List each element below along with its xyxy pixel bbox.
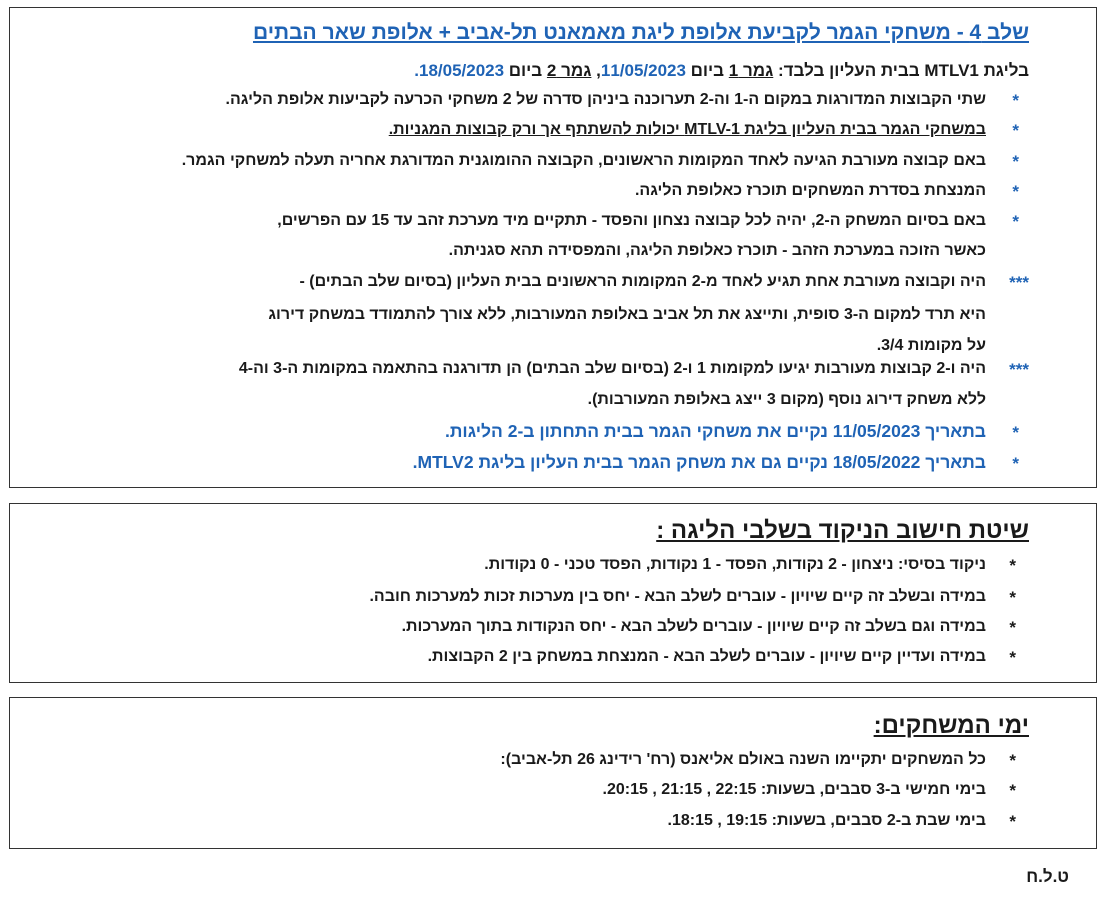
scoring-tiebreak-head-to-head: במידה ועדיין קיים שיויון - עוברים לשלב הבא - המנצחת במשחק בין 2 הקבוצות. (427, 648, 986, 665)
final-schedule-intro (414, 61, 1029, 81)
bullet-star: * (1009, 812, 1016, 831)
section-scoring-method (9, 503, 1097, 683)
scoring-tiebreak-sets: במידה ובשלב זה קיים שיויון - עוברים לשלב הבא - יחס בין מערכות זכות למערכות חובה. (369, 588, 986, 605)
bullet-star: * (1009, 648, 1016, 667)
bullet-star: * (1012, 121, 1019, 140)
scoring-tiebreak-points: במידה וגם בשלב זה קיים שיויון - עוברים לשלב הבא - יחס הנקודות בתוך המערכות. (401, 618, 986, 635)
venue-info: כל המשחקים יתקיימו השנה באולם אליאנס (רח' רידינג 26 תל-אביב): (500, 751, 986, 768)
bullet-star: * (1012, 182, 1019, 201)
rule-series-winner: המנצחת בסדרת המשחקים תוכרז כאלופת הליגה. (634, 182, 986, 199)
final-2-label: גמר 2 (546, 61, 592, 80)
thursday-times: בימי חמישי ב-3 סבבים, בשעות: 22:15 , 21:15 , 20:15. (602, 781, 986, 798)
bullet-triple-star: *** (1009, 360, 1029, 379)
rule-golden-set: באם בסיום המשחק ה-2, יהיה לכל קבוצה נצחון והפסד - תתקיים מיד מערכת זהב עד 15 עם הפרשים, (277, 212, 986, 229)
bullet-star: * (1009, 751, 1016, 770)
rule-homogeneous-only: במשחקי הגמר בבית העליון בליגת MTLV-1 יכולות להשתתף אך ורק קבוצות המגניות. (388, 121, 986, 138)
rule-single-mixed-team-cont: היא תרד למקום ה-3 סופית, ותייצג את תל אביב באלופת המעורבות, ללא צורך להתמודד במשחק דירוג (268, 306, 986, 323)
intro-text-a: בליגת MTLV1 בבית העליון בלבד: (773, 61, 1029, 80)
bullet-star: * (1012, 423, 1019, 442)
rule-single-mixed-team: היה וקבוצה מעורבת אחת תגיע לאחד מ-2 המקומות הראשונים בבית העליון (בסיום שלב הבתים) - (299, 273, 986, 290)
mtlv2-final-date: בתאריך 18/05/2022 נקיים גם את משחק הגמר בבית העליון בליגת MTLV2. (412, 452, 986, 472)
rule-mixed-team-promotion: באם קבוצה מעורבת הגיעה לאחד המקומות הראשונים, הקבוצה ההומוגנית המדורגת אחריה תעלה למשחקי הגמר. (181, 152, 986, 169)
intro-text-d: ביום (504, 61, 547, 80)
rule-top-two-series: שתי הקבוצות המדורגות במקום ה-1 וה-2 תערוכנה ביניהן סדרה של 2 משחקי הכרעה לקביעות אלופת הליגה. (225, 91, 986, 108)
bullet-star: * (1012, 91, 1019, 110)
rule-golden-set-cont: כאשר הזוכה במערכת הזהב - תוכרז כאלופת הליגה, והמפסידה תהא סגניתה. (448, 242, 986, 259)
section-final-games (9, 7, 1097, 488)
bullet-star: * (1009, 781, 1016, 800)
bullet-triple-star: *** (1009, 273, 1029, 292)
section3-title: ימי המשחקים: (873, 712, 1029, 739)
intro-text-b: ביום (685, 61, 729, 80)
bullet-star: * (1009, 556, 1016, 575)
scoring-basic: ניקוד בסיסי: ניצחון - 2 נקודות, הפסד - 1 נקודות, הפסד טכני - 0 נקודות. (484, 556, 986, 573)
section2-title: שיטת חישוב הניקוד בשלבי הליגה : (656, 517, 1029, 544)
rule-two-mixed-teams: היה ו-2 קבוצות מעורבות יגיעו למקומות 1 ו-2 (בסיום שלב הבתים) הן תדורגנה בהתאמה במקומות ה-3 וה-4 (238, 360, 986, 377)
section1-title: שלב 4 - משחקי הגמר לקביעת אלופת ליגת מאמאנט תל-אביב + אלופת שאר הבתים (252, 21, 1029, 44)
saturday-times: בימי שבת ב-2 סבבים, בשעות: 19:15 , 18:15. (667, 812, 986, 829)
rule-single-mixed-team-end: על מקומות 3/4. (876, 337, 986, 354)
lower-house-final-date: בתאריך 11/05/2023 נקיים את משחקי הגמר בבית התחתון ב-2 הליגות. (445, 421, 986, 441)
bullet-star: * (1012, 152, 1019, 171)
section-game-days (9, 697, 1097, 849)
final-1-date: 11/05/2023 (600, 61, 686, 80)
final-2-date: 18/05/2023. (414, 61, 505, 80)
bullet-star: * (1009, 618, 1016, 637)
footer-note: ט.ל.ח (1026, 867, 1069, 886)
final-1-label: גמר 1 (728, 61, 774, 80)
bullet-star: * (1009, 588, 1016, 607)
rule-two-mixed-teams-cont: ללא משחק דירוג נוסף (מקום 3 ייצג באלופת המעורבות). (587, 391, 986, 408)
intro-text-c: , (591, 61, 601, 80)
bullet-star: * (1012, 454, 1019, 473)
bullet-star: * (1012, 212, 1019, 231)
